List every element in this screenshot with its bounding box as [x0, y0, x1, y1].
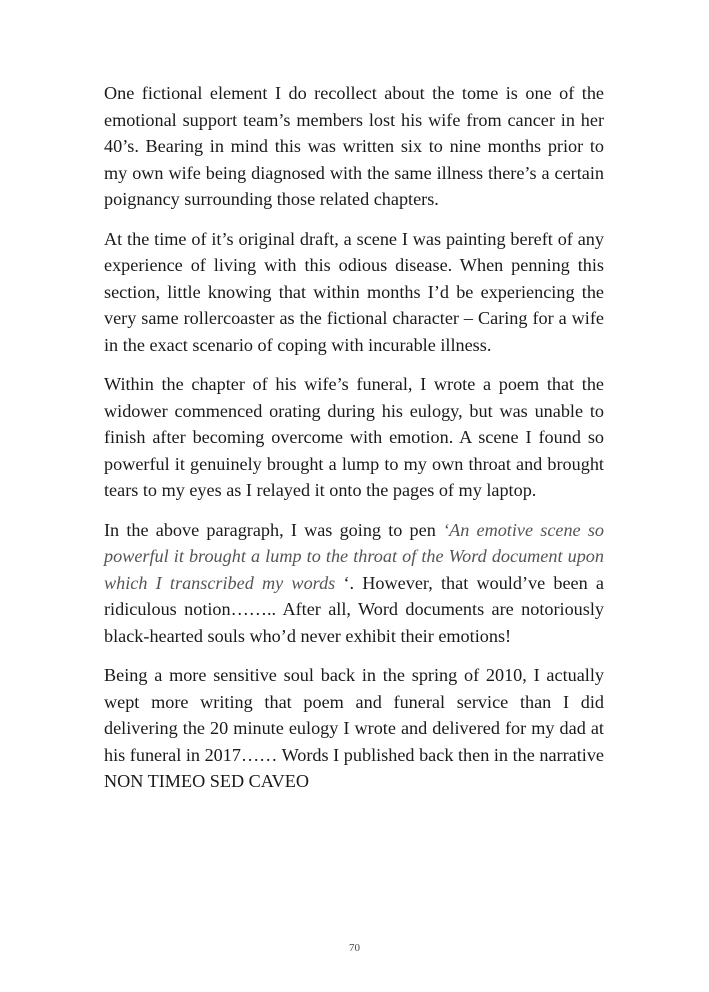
document-page [104, 80, 604, 808]
paragraph-4-trailing-text: ‘. However, that would’ve been a ridiculous notion…….. After all, Word documents are notoriously black-hearted souls who’d never exhibit their emotions! [104, 572, 605, 646]
page-number: 70 [349, 942, 360, 954]
body-paragraph-4 [104, 517, 604, 650]
body-paragraph-1: One fictional element I do recollect about the tome is one of the emotional support team’s members lost his wife from cancer in her 40’s. Bearing in mind this was written six to nine months prior to my own wife being diagnosed with the same illness there’s a certain poignancy surrounding those related chapters. [104, 83, 604, 209]
body-paragraph-5: Being a more sensitive soul back in the spring of 2010, I actually wept more writing that poem and funeral service than I did delivering the 20 minute eulogy I wrote and delivered for my dad at his funeral in 2017…… Words I published back then in the narrative NON TIMEO SED CAVEO [104, 665, 604, 791]
paragraph-4-lead-text: In the above paragraph, I was going to pen [104, 519, 444, 540]
italic-quote: ‘An emotive scene so powerful it brought a lump to the throat of the Word document upon which I transcribed my words [104, 519, 605, 593]
body-paragraph-3: Within the chapter of his wife’s funeral, I wrote a poem that the widower commenced orating during his eulogy, but was unable to finish after becoming overcome with emotion. A scene I found so powerful it genuinely brought a lump to my own throat and brought tears to my eyes as I relayed it onto the pages of my laptop. [104, 374, 604, 500]
body-paragraph-2: At the time of it’s original draft, a scene I was painting bereft of any experience of living with this odious disease. When penning this section, little knowing that within months I’d be experiencing the very same rollercoaster as the fictional character – Caring for a wife in the exact scenario of coping with incurable illness. [104, 228, 604, 355]
